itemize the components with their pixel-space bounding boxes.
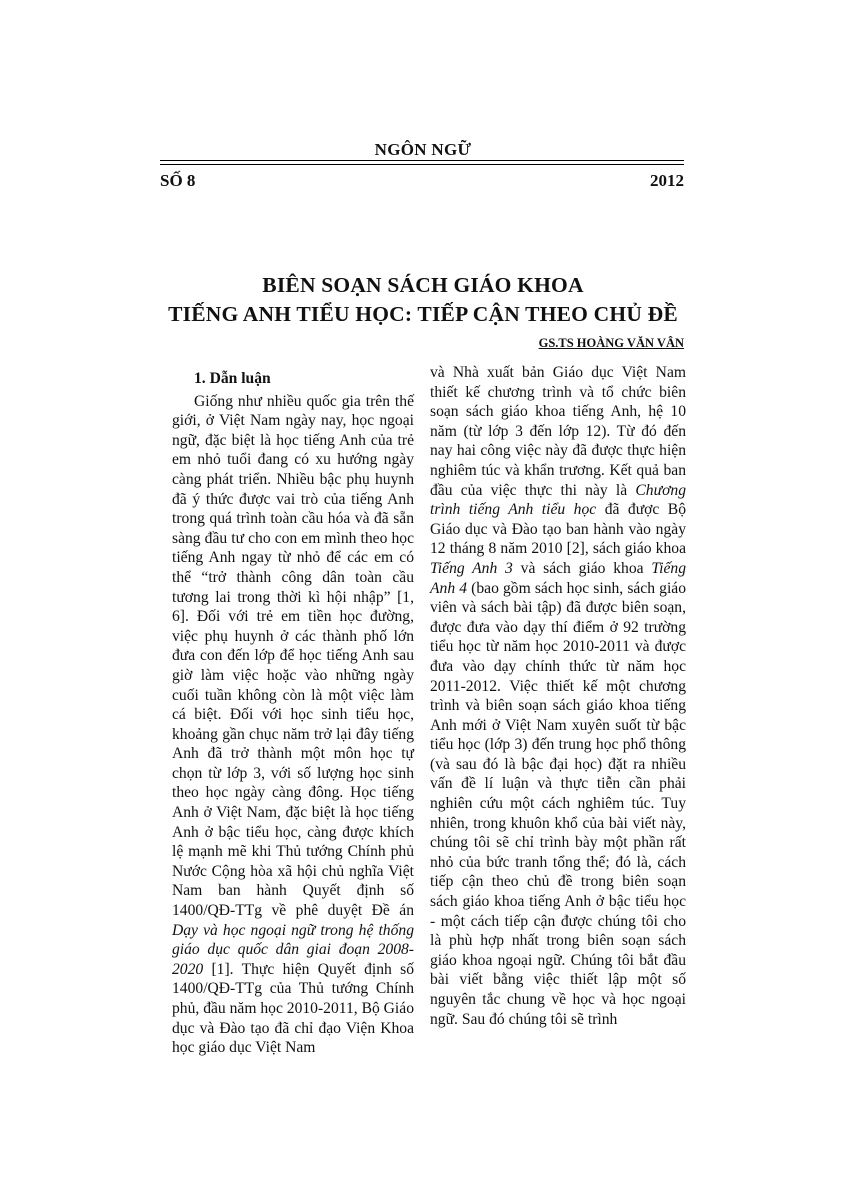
left-italic-title: Dạy và học ngoại ngữ trong hệ thống giáo dục quốc dân giai đoạn 2008-2020 xyxy=(172,921,414,978)
header-rule-bottom xyxy=(160,164,684,165)
right-italic-3: Tiếng Anh 4 xyxy=(430,559,687,597)
section-heading: 1. Dẫn luận xyxy=(194,370,271,387)
right-text-part-d: (bao gồm sách học sinh, sách giáo viên và sách bài tập) đã được biên soạn, được đưa vào dạy thí điểm ở 92 trường tiểu học từ năm học 2010-2011 và được đưa vào dạy chính thức từ năm học 2011-2012. Việc thiết kế một chương trình và biên soạn sách giáo khoa tiếng Anh mới ở Việt Nam xuyên suốt từ bậc tiểu học (lớp 3) đến trung học phổ thông (và sau đó là bậc đại học) đặt ra nhiều vấn đề lí luận và thực tiễn cần phải nghiên cứu một cách nghiêm túc. Tuy nhiên, trong khuôn khổ của bài viết này, chúng tôi sẽ chỉ trình bày một phần rất nhỏ của bức tranh tổng thể; đó là, cách tiếp cận theo chủ đề trong biên soạn sách giáo khoa tiếng Anh ở bậc tiểu học - một cách tiếp cận được chúng tôi cho là phù hợp nhất trong biên soạn sách giáo khoa ngoại ngữ. Chúng tôi bắt đầu bài viết bằng việc thiết lập một số nguyên tắc chung về học và học ngoại ngữ. Sau đó chúng tôi sẽ trình xyxy=(430,579,686,1028)
article-author: GS.TS HOÀNG VĂN VÂN xyxy=(538,336,684,350)
right-italic-2: Tiếng Anh 3 xyxy=(430,559,513,577)
right-text-part-a: và Nhà xuất bản Giáo dục Việt Nam thiết kế chương trình và tổ chức biên soạn sách giáo khoa tiếng Anh, hệ 10 năm (từ lớp 3 đến lớp 12). Từ đó đến nay hai công việc này đã được thực hiện nghiêm túc và khẩn trương. Kết quả ban đầu của việc thực thi này là xyxy=(430,364,686,499)
left-column xyxy=(172,363,414,1058)
header-rule-top xyxy=(160,160,684,161)
left-text-part-1: Giống như nhiều quốc gia trên thế giới, ở Việt Nam ngày nay, học ngoại ngữ, đặc biệt là học tiếng Anh của trẻ em nhỏ tuổi đang có xu hướng ngày càng phát triển. Nhiều bậc phụ huynh đã ý thức được vai trò của tiếng Anh trong quá trình toàn cầu hóa và đã sẵn sàng đầu tư cho con em mình theo học tiếng Anh ngay từ nhỏ để các em có thể “trở thành công dân toàn cầu tương lai trong thời kì hội nhập” [1, 6]. Đối với trẻ em tiền học đường, việc phụ huynh ở các thành phố lớn đưa con đến lớp để học tiếng Anh sau giờ làm việc hoặc vào những ngày cuối tuần không còn là một việc làm cá biệt. Đối với học sinh tiểu học, khoảng gần chục năm trở lại đây tiếng Anh đã trở thành một môn học tự chọn từ lớp 3, với số lượng học sinh theo học ngày càng đông. Học tiếng Anh ở Việt Nam, đặc biệt là học tiếng Anh ở bậc tiểu học, càng được khích lệ mạnh mẽ khi Thủ tướng Chính phủ Nước Cộng hòa xã hội chủ nghĩa Việt Nam ban hành Quyết định số 1400/QĐ-TTg về phê duyệt Đề án xyxy=(172,392,414,920)
journal-name: NGÔN NGỮ xyxy=(374,140,472,159)
right-paragraph xyxy=(430,363,686,1029)
article-title-line-1: BIÊN SOẠN SÁCH GIÁO KHOA xyxy=(262,273,584,297)
left-text-part-2: [1]. Thực hiện Quyết định số 1400/QĐ-TTg của Thủ tướng Chính phủ, đầu năm học 2010-2011, Bộ Giáo dục và Đào tạo đã chỉ đạo Viện Khoa học giáo dục Việt Nam xyxy=(172,960,414,1057)
left-paragraph xyxy=(172,392,414,1058)
right-text-part-b: đã được Bộ Giáo dục và Đào tạo ban hành vào ngày 12 tháng 8 năm 2010 [2], sách giáo khoa xyxy=(430,501,686,558)
issue-number: SỐ 8 xyxy=(160,171,196,190)
right-text-part-c: và sách giáo khoa xyxy=(520,559,644,577)
right-italic-1: Chương trình tiếng Anh tiểu học xyxy=(430,481,686,519)
issue-year: 2012 xyxy=(650,171,684,190)
right-column xyxy=(430,363,686,1029)
article-title-line-2: TIẾNG ANH TIỂU HỌC: TIẾP CẬN THEO CHỦ ĐỀ xyxy=(168,302,678,326)
